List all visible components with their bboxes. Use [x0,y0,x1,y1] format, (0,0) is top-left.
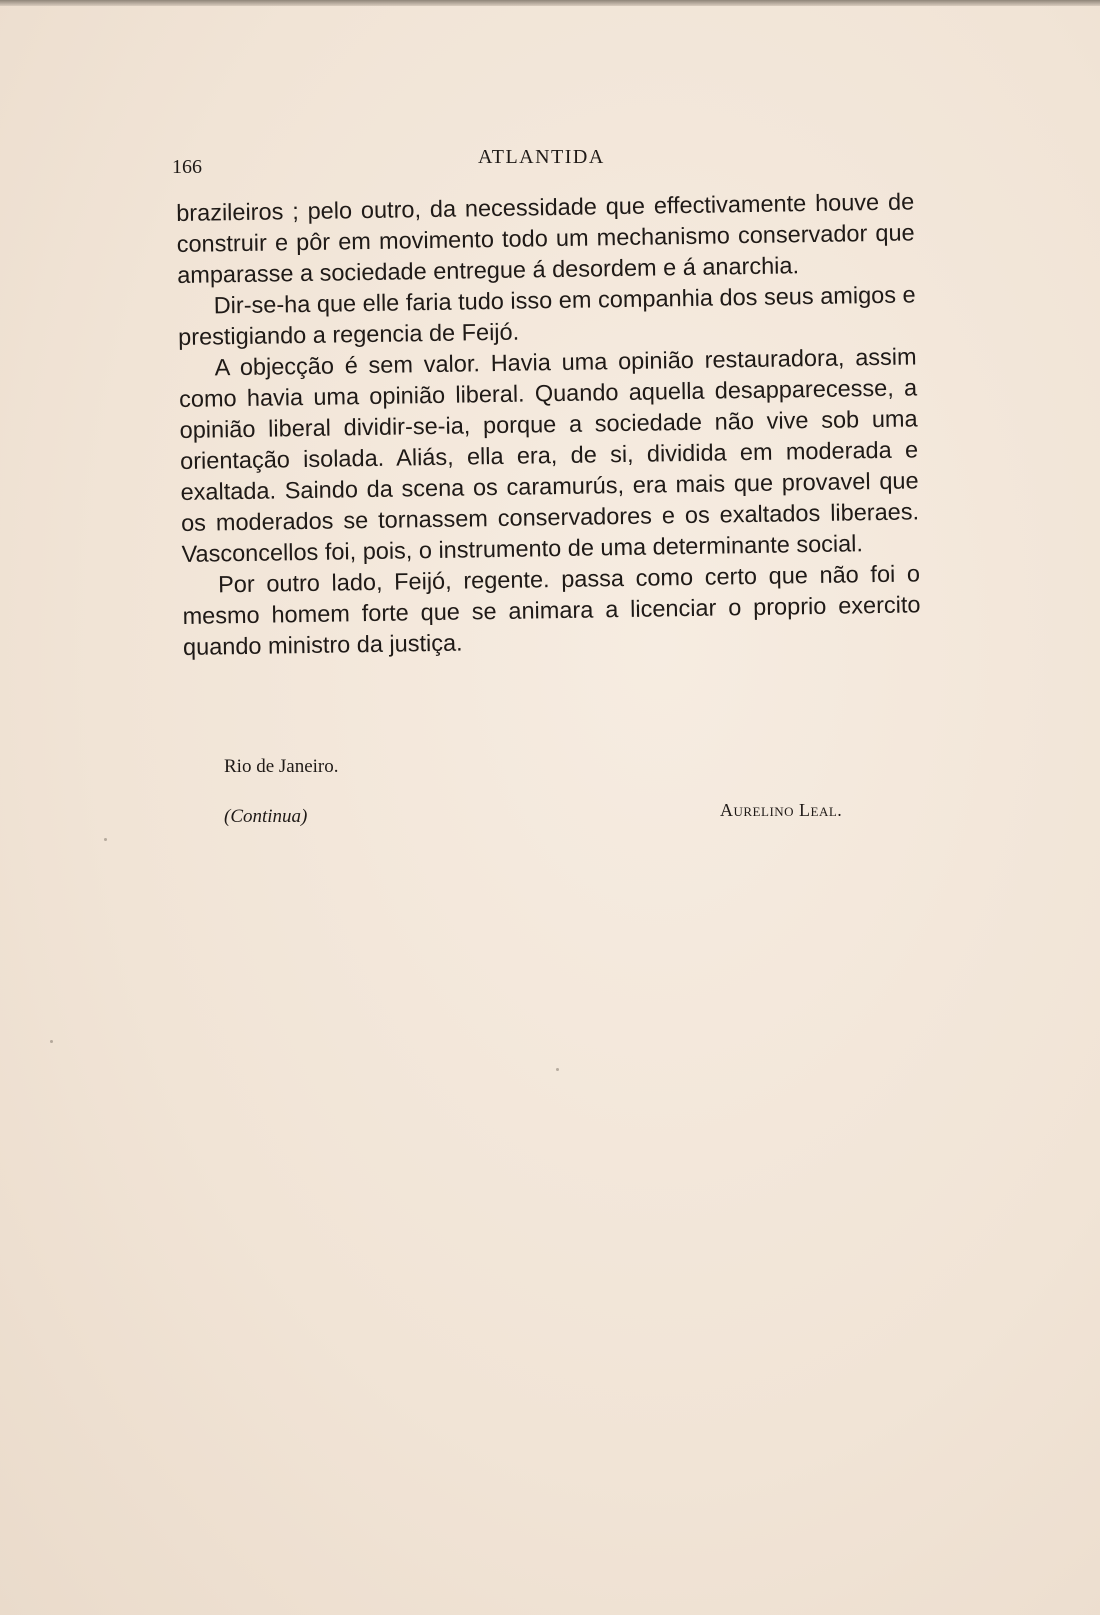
paragraph: brazileiros ; pelo outro, da necessidade que effectivamente houve de construir e pôr em movimento todo um mechanismo conservador que amparasse a sociedade entregue á desordem e á anarchia. [176,188,915,288]
author-signature: Aurelino Leal. [720,800,843,820]
paragraph: Dir-se-ha que elle faria tudo isso em companhia dos seus amigos e prestigiando a regencia de Feijó. [177,281,916,350]
journal-title: ATLANTIDA [478,146,605,168]
paragraph: Por outro lado, Feijó, regente. passa como certo que não foi o mesmo homem forte que se animara a licenciar o proprio exercito quando ministro da justiça. [182,560,921,660]
paper-speck [104,838,107,841]
page-number: 166 [172,156,202,178]
paper-speck [50,1040,53,1043]
paragraph: A objecção é sem valor. Havia uma opinião restauradora, assim como havia uma opinião liberal. Quando aquella desapparecesse, a opinião liberal dividir-se-ia, porque a sociedade não vive sob uma orientação isolada. Aliás, ella era, de si, dividida em moderada e exaltada. Saindo da scena os caramurús, era mais que provavel que os moderados se tornassem conservadores e os exaltados liberaes. Vasconcellos foi, pois, o instrumento de uma determinante social. [178,343,920,567]
paper-speck [556,1068,559,1071]
page-top-edge [0,0,1100,6]
place-line: Rio de Janeiro. [224,756,339,777]
continuation-note: (Continua) [224,806,308,827]
article-body [176,186,921,663]
running-head [172,146,912,176]
